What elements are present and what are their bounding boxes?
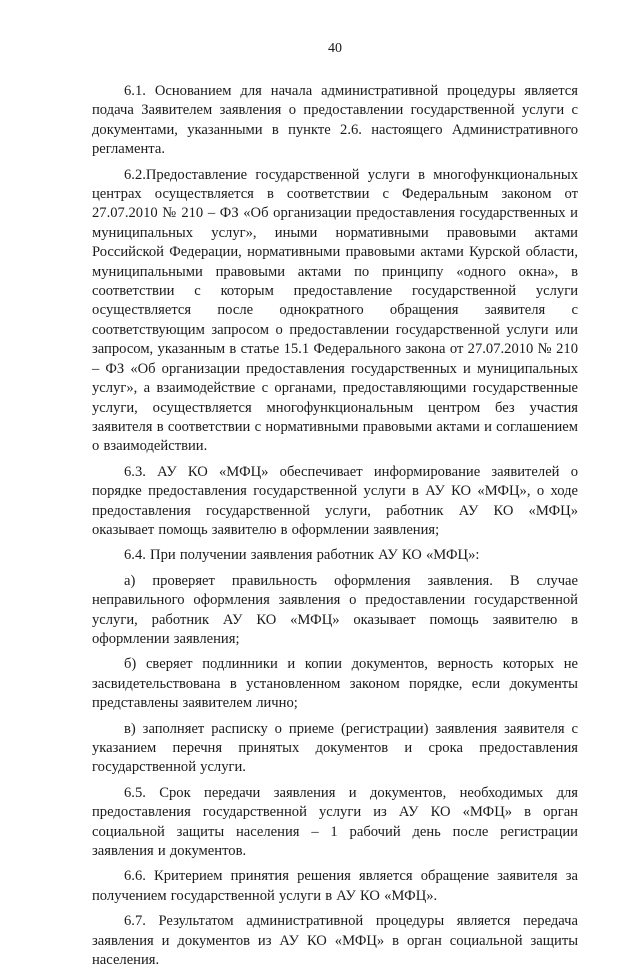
paragraph-6-4-a: а) проверяет правильность оформления заявления. В случае неправильного оформления заявления о предоставлении государственной услуги, работник АУ КО «МФЦ» оказывает помощь заявителю в оформлении заявления; xyxy=(92,572,578,647)
paragraph-6-6: 6.6. Критерием принятия решения является обращение заявителя за получением государственной услуги в АУ КО «МФЦ». xyxy=(92,868,578,904)
paragraph-6-4-b: б) сверяет подлинники и копии документов, верность которых не засвидетельствована в установленном законом порядке, если документы представлены заявителем лично; xyxy=(92,656,578,712)
page-number: 40 xyxy=(328,41,342,56)
paragraph-6-4: 6.4. При получении заявления работник АУ КО «МФЦ»: xyxy=(124,547,480,564)
paragraph-6-2: 6.2.Предоставление государственной услуги в многофункциональных центрах осуществляется в соответствии с Федеральным законом от 27.07.2010 № 210 – ФЗ «Об организации предоставления государственных и муниципальных услуг», иными нормативными правовыми актами Российской Федерации, нормативными правовыми актами Курской области, муниципальными правовыми актами по принципу «одного окна», в соответствии с которым предоставление государственной услуги осуществляется после однократного обращения заявителя с соответствующим запросом о предоставлении государственной услуги или запросом, указанным в статье 15.1 Федерального закона от 27.07.2010 № 210 – ФЗ «Об организации предоставления государственных и муниципальных услуг», а взаимодействие с органами, предоставляющими государственные услуги, осуществляется многофункциональным центром без участия заявителя в соответствии с нормативными правовыми актами и соглашением о взаимодействии. xyxy=(92,166,578,455)
paragraph-6-5: 6.5. Срок передачи заявления и документов, необходимых для предоставления государственной услуги из АУ КО «МФЦ» в орган социальной защиты населения – 1 рабочий день после регистрации заявления и документов. xyxy=(92,784,578,860)
paragraph-6-7: 6.7. Результатом административной процедуры является передача заявления и документов из АУ КО «МФЦ» в орган социальной защиты населения. xyxy=(92,913,578,969)
paragraph-6-4-v: в) заполняет расписку о приеме (регистрации) заявления заявителя с указанием перечня принятых документов и срока предоставления государственной услуги. xyxy=(92,720,578,776)
paragraph-6-3: 6.3. АУ КО «МФЦ» обеспечивает информирование заявителей о порядке предоставления государственной услуги в АУ КО «МФЦ», о ходе предоставления государственной услуги, работник АУ КО «МФЦ» оказывает помощь заявителю в оформлении заявления; xyxy=(92,463,578,538)
paragraph-6-1: 6.1. Основанием для начала административной процедуры является подача Заявителем заявления о предоставлении государственной услуги с документами, указанными в пункте 2.6. настоящего Административного регламента. xyxy=(92,83,578,158)
